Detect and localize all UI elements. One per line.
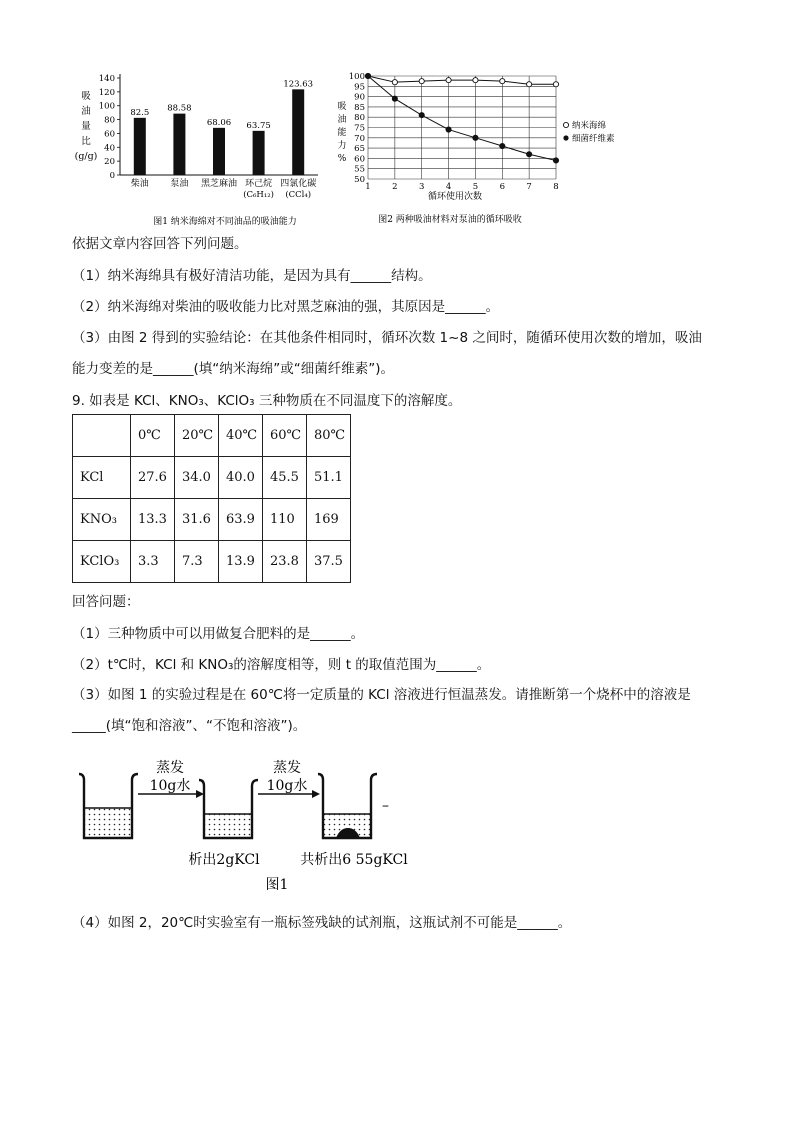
- fig1-bar: [134, 118, 146, 175]
- beaker-1-solution: [85, 808, 131, 837]
- table-header-cell: 0℃: [131, 415, 175, 457]
- step-2-top: 蒸发: [273, 760, 301, 776]
- beaker-2-solution: [205, 814, 251, 837]
- beaker-2: [199, 780, 258, 838]
- fig1-value-label: 68.06: [206, 117, 232, 128]
- table-cell: 27.6: [131, 457, 175, 499]
- fig1-caption: 图1 纳米海绵对不同油品的吸油能力: [153, 217, 297, 227]
- fig1-category-sublabel: (C₆H₁₂): [243, 190, 274, 200]
- fig2-point-sponge: [392, 80, 397, 85]
- fig1-bar: [173, 114, 185, 175]
- table-cell: 3.3: [131, 541, 175, 583]
- label-precipitate-1: 析出2gKCl: [188, 852, 260, 868]
- fig2-point-cellulose: [419, 113, 424, 118]
- legend-marker-filled: [563, 135, 568, 140]
- table-header-row: [73, 415, 351, 457]
- fig2-ytick-label: 55: [354, 164, 365, 175]
- fig1-category-label: 四氯化碳: [280, 179, 317, 189]
- fig2-xtick-label: 5: [472, 182, 479, 192]
- fig2-point-cellulose: [500, 143, 505, 148]
- legend-label-sponge: 纳米海绵: [572, 121, 607, 131]
- fig1-ytick-label: 120: [98, 87, 115, 98]
- figure-1-caption: 图1: [265, 877, 289, 893]
- fig2-xtick-label: 3: [419, 182, 425, 192]
- fig2-series: [365, 73, 558, 163]
- fig2-ytick-label: 90: [354, 92, 365, 103]
- fig1-bars: [134, 89, 304, 175]
- table-cell: 40.0: [219, 457, 263, 499]
- question-9-2: （2）t℃时，KCl 和 KNO₃的溶解度相等，则 t 的取值范围为______。: [72, 657, 491, 673]
- table-cell: KCl: [73, 457, 131, 499]
- fig2-ylabel-char: %: [337, 154, 347, 164]
- table-cell: 63.9: [219, 499, 263, 541]
- solubility-table: [72, 414, 351, 583]
- fig2-point-cellulose: [446, 127, 451, 132]
- table-cell: 110: [263, 499, 307, 541]
- beaker-3: [318, 774, 377, 838]
- fig2-caption: 图2 两种吸油材料对泵油的循环吸收: [378, 215, 522, 225]
- table-cell: 34.0: [175, 457, 219, 499]
- fig2-point-sponge: [553, 82, 558, 87]
- answer-heading: 回答问题：: [72, 594, 140, 610]
- fig2-ylabel-char: 力: [337, 141, 347, 151]
- fig1-category-label: 环己烷: [245, 179, 273, 189]
- fig1-value-label: 82.5: [130, 107, 150, 118]
- figure-1-bar-chart: [70, 62, 330, 232]
- table-cell: 23.8: [263, 541, 307, 583]
- fig2-xtick-label: 7: [526, 182, 532, 192]
- fig1-value-labels: [130, 79, 313, 130]
- step-1-top: 蒸发: [156, 760, 184, 776]
- table-header-cell: 20℃: [175, 415, 219, 457]
- table-header-cell: 80℃: [307, 415, 351, 457]
- fig2-ytick-label: 95: [354, 82, 365, 93]
- fig2-xtick-label: 2: [392, 182, 398, 192]
- fig2-y-axis-label: [337, 101, 346, 164]
- table-header-cell: 40℃: [219, 415, 263, 457]
- legend-label-cellulose: 细菌纤维素: [572, 134, 615, 144]
- table-cell: 7.3: [175, 541, 219, 583]
- legend-marker-open: [563, 122, 568, 127]
- fig1-ytick-label: 40: [104, 143, 115, 154]
- question-9-1: （1）三种物质中可以用做复合肥料的是______。: [72, 626, 365, 642]
- fig2-ytick-label: 60: [354, 154, 365, 165]
- table-cell: KClO₃: [73, 541, 131, 583]
- table-row: [73, 541, 351, 583]
- fig1-ylabel-char: (g/g): [74, 151, 98, 162]
- trailing-dash: –: [382, 798, 389, 814]
- table-cell: 45.5: [263, 457, 307, 499]
- table-cell: 13.3: [131, 499, 175, 541]
- fig2-legend: [563, 120, 615, 144]
- question-9-3-line1: （3）如图 1 的实验过程是在 60℃将一定质量的 KCl 溶液进行恒温蒸发。请推断第一个烧杯中的溶液是: [72, 687, 691, 703]
- question-9-4: （4）如图 2，20℃时实验室有一瓶标签残缺的试剂瓶，这瓶试剂不可能是______。: [72, 915, 572, 931]
- question-8-3-line2: 能力变差的是______(填“纳米海绵”或“细菌纤维素”)。: [72, 361, 395, 377]
- fig2-xtick-label: 1: [365, 182, 371, 192]
- fig1-bar: [213, 128, 225, 175]
- question-8-2: （2）纳米海绵对柴油的吸收能力比对黑芝麻油的强，其原因是______。: [72, 299, 500, 315]
- fig1-ylabel-char: 量: [81, 121, 91, 132]
- question-8-1: （1）纳米海绵具有极好清洁功能，是因为具有______结构。: [72, 268, 432, 284]
- fig2-point-cellulose: [392, 96, 397, 101]
- fig1-ytick-label: 100: [98, 101, 115, 112]
- fig1-ytick-label: 140: [98, 74, 115, 84]
- fig2-ylabel-char: 吸: [337, 102, 347, 112]
- fig1-category-sublabel: (CCl₄): [285, 190, 312, 200]
- question-9-3-line2: _____(填“饱和溶液”、“不饱和溶液”)。: [72, 718, 307, 734]
- fig2-series-line: [368, 76, 556, 160]
- fig1-value-label: 63.75: [246, 120, 271, 131]
- question-8-3-line1: （3）由图 2 得到的实验结论：在其他条件相同时，循环次数 1~8 之间时，随循环使用次数的增加，吸油: [72, 330, 702, 346]
- fig2-point-cellulose: [473, 135, 478, 140]
- table-cell: 13.9: [219, 541, 263, 583]
- fig1-ylabel-char: 比: [81, 136, 91, 147]
- fig1-category-labels: [131, 177, 316, 200]
- fig2-y-ticks: [349, 72, 365, 185]
- table-row: [73, 499, 351, 541]
- table-row: [73, 457, 351, 499]
- fig1-bar: [253, 131, 265, 175]
- fig2-xtick-label: 8: [553, 182, 559, 192]
- fig2-ytick-label: 75: [354, 123, 365, 134]
- fig2-point-cellulose: [365, 73, 370, 78]
- fig1-ytick-label: 20: [104, 157, 115, 168]
- fig2-ytick-label: 100: [348, 72, 365, 82]
- fig2-point-sponge: [473, 78, 478, 83]
- fig2-ylabel-char: 能: [337, 128, 347, 138]
- fig1-y-axis-label: [75, 91, 98, 162]
- step-2-bottom: 10g水: [266, 778, 308, 794]
- fig1-category-label: 黑芝麻油: [200, 179, 238, 189]
- fig2-ytick-label: 85: [354, 102, 365, 113]
- fig2-point-cellulose: [553, 158, 558, 163]
- fig2-ytick-label: 50: [354, 175, 365, 185]
- label-precipitate-2: 共析出6 55gKCl: [300, 852, 408, 868]
- beaker-1: [79, 774, 138, 838]
- table-header-cell: [73, 415, 131, 457]
- fig1-ylabel-char: 油: [81, 106, 91, 117]
- fig1-ylabel-char: 吸: [81, 91, 91, 102]
- fig2-point-sponge: [446, 78, 451, 83]
- fig1-ytick-label: 80: [104, 115, 115, 126]
- figure-2-line-chart: [330, 66, 660, 232]
- fig2-ylabel-char: 油: [337, 115, 347, 125]
- fig2-ytick-label: 65: [354, 144, 365, 155]
- fig2-point-sponge: [419, 79, 424, 84]
- fig1-category-label: 柴油: [130, 179, 149, 189]
- fig2-x-axis-label: 循环使用次数: [427, 192, 483, 202]
- step-1-bottom: 10g水: [149, 778, 191, 794]
- fig2-xtick-label: 4: [445, 182, 452, 192]
- intro-text: 依据文章内容回答下列问题。: [72, 236, 248, 252]
- table-header-cell: 60℃: [263, 415, 307, 457]
- table-cell: 51.1: [307, 457, 351, 499]
- fig1-ytick-label: 0: [109, 171, 115, 181]
- question-9-stem: 9. 如表是 KCl、KNO₃、KClO₃ 三种物质在不同温度下的溶解度。: [72, 393, 462, 409]
- fig2-point-sponge: [500, 79, 505, 84]
- table-cell: KNO₃: [73, 499, 131, 541]
- fig2-point-cellulose: [527, 152, 532, 157]
- fig2-point-sponge: [527, 82, 532, 87]
- fig1-y-ticks: [99, 74, 120, 181]
- fig2-ytick-label: 70: [354, 133, 365, 144]
- table-cell: 31.6: [175, 499, 219, 541]
- table-cell: 169: [307, 499, 351, 541]
- fig2-x-ticks: [365, 182, 558, 192]
- fig2-ytick-label: 80: [354, 113, 365, 124]
- evaporation-figure: [72, 752, 422, 898]
- fig1-value-label: 123.63: [283, 79, 314, 90]
- table-cell: 37.5: [307, 541, 351, 583]
- fig1-value-label: 88.58: [167, 103, 192, 114]
- fig1-ytick-label: 60: [104, 129, 115, 140]
- fig2-xtick-label: 6: [499, 182, 505, 192]
- fig1-category-label: 泵油: [170, 179, 189, 189]
- fig2-grid: [368, 76, 556, 179]
- fig1-bar: [292, 89, 304, 175]
